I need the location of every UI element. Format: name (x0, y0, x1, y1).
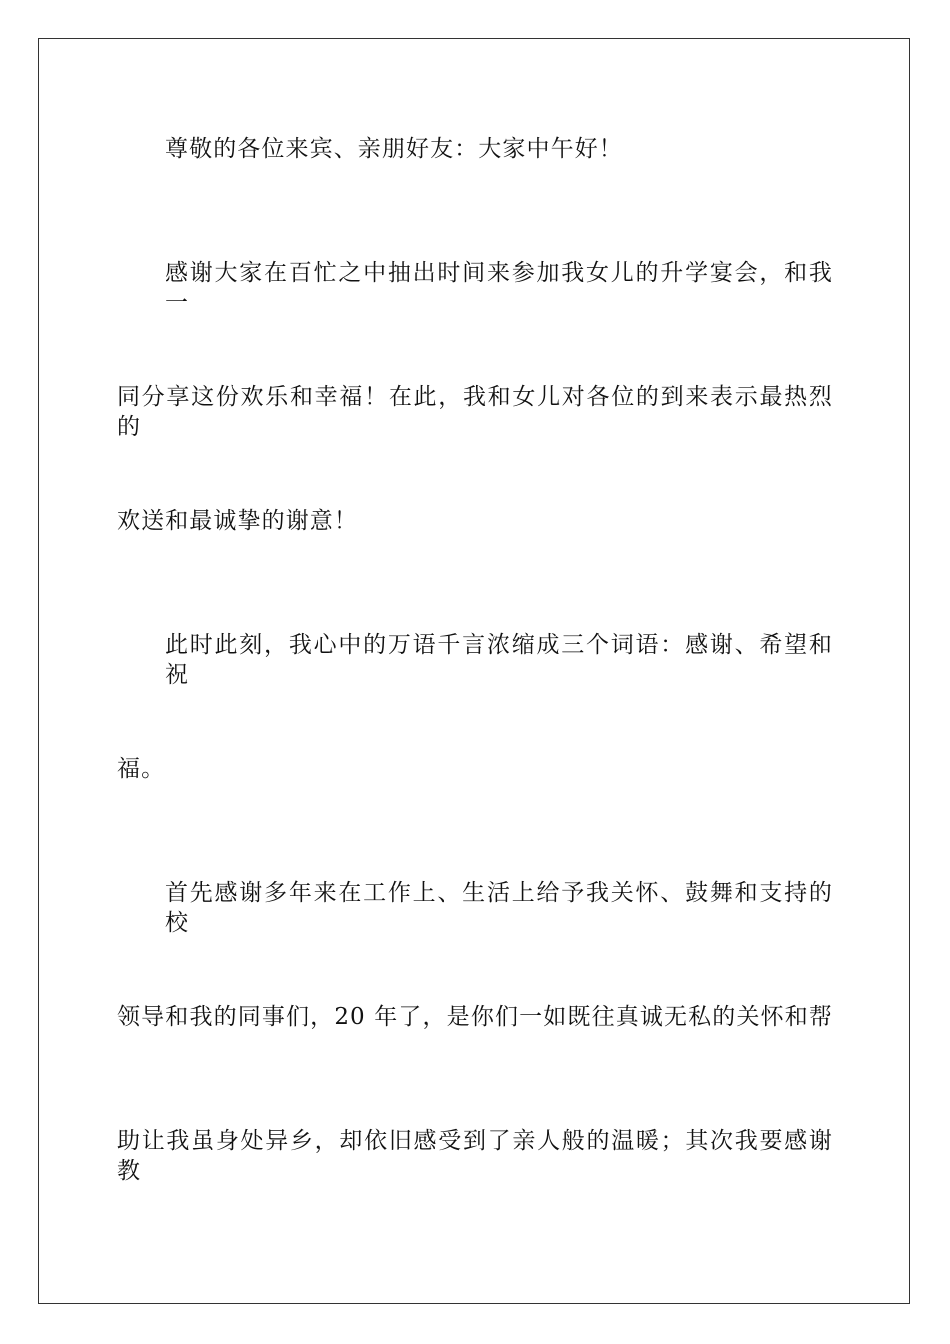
paragraph-1-line-1: 感谢大家在百忙之中抽出时间来参加我女儿的升学宴会，和我一 (165, 260, 833, 316)
paragraph-1-line-3: 欢送和最诚挚的谢意！ (117, 508, 358, 534)
greeting-line: 尊敬的各位来宾、亲朋好友：大家中午好！ (165, 136, 623, 162)
paragraph-1-line-2: 同分享这份欢乐和幸福！在此，我和女儿对各位的到来表示最热烈的 (117, 384, 833, 440)
paragraph-3-line-2: 领导和我的同事们，20 年了，是你们一如既往真诚无私的关怀和帮 (117, 1004, 833, 1030)
paragraph-2-line-1: 此时此刻，我心中的万语千言浓缩成三个词语：感谢、希望和祝 (165, 632, 833, 688)
paragraph-3-line-3: 助让我虽身处异乡，却依旧感受到了亲人般的温暖；其次我要感谢教 (117, 1128, 833, 1184)
paragraph-2-line-2: 福。 (117, 756, 166, 782)
paragraph-3-line-1: 首先感谢多年来在工作上、生活上给予我关怀、鼓舞和支持的校 (165, 880, 833, 936)
